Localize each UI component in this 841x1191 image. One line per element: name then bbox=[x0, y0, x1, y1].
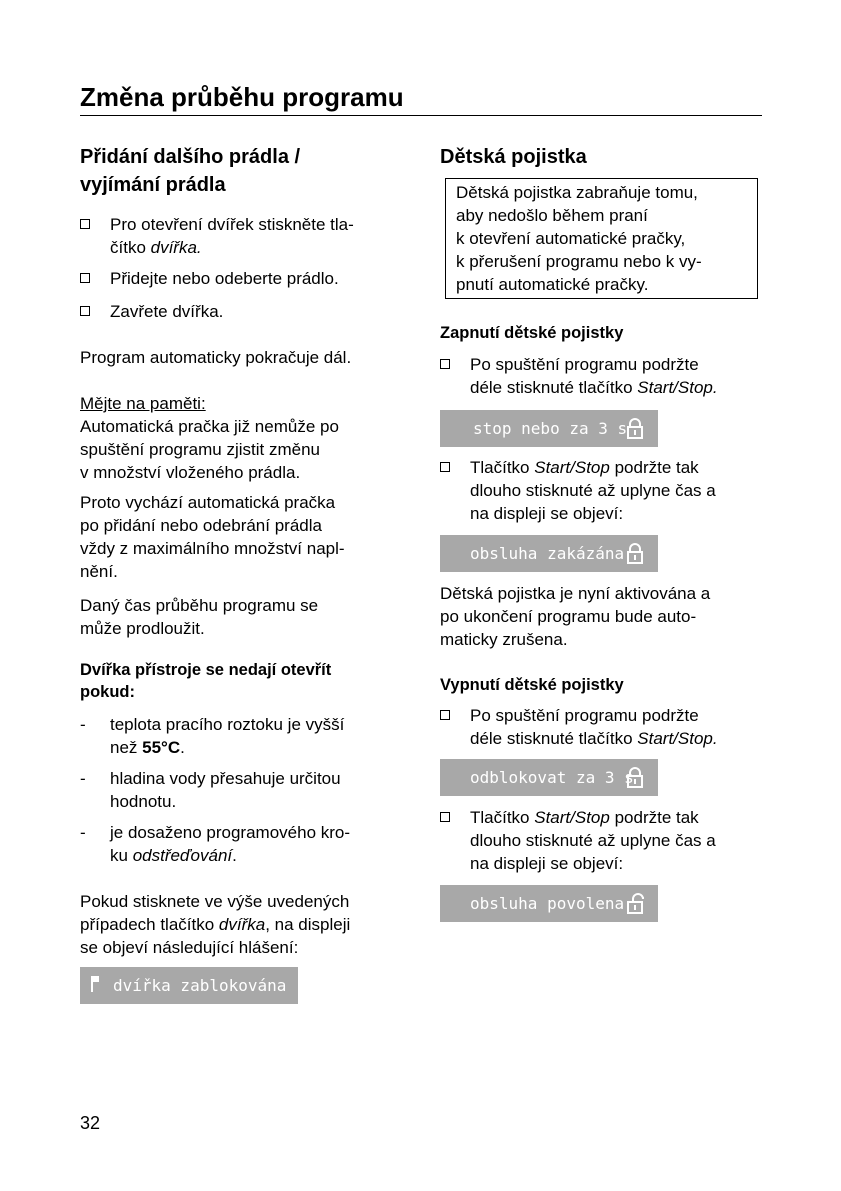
list-item bbox=[80, 300, 398, 323]
display-text: odblokovat za 3 s bbox=[470, 768, 634, 787]
remember-note bbox=[80, 392, 398, 484]
condition-text-part: než bbox=[110, 738, 143, 757]
step-text-part: podržte tak bbox=[609, 458, 699, 477]
checkbox-bullet-icon bbox=[80, 219, 90, 229]
step-text bbox=[470, 727, 762, 750]
paragraph-line: po ukončení programu bude auto- bbox=[440, 607, 697, 626]
door-heading bbox=[80, 659, 398, 703]
page-title: Změna průběhu programu bbox=[80, 82, 404, 112]
list-item bbox=[440, 456, 762, 525]
lock-closed-icon bbox=[626, 767, 644, 788]
step-text: Přidejte nebo odeberte prádlo. bbox=[110, 269, 339, 288]
display-operation-enabled bbox=[440, 885, 658, 922]
condition-item bbox=[80, 767, 398, 813]
child-lock-off-heading: Vypnutí dětské pojistky bbox=[440, 676, 624, 694]
lock-closed-icon bbox=[626, 543, 644, 564]
paragraph-text-emphasis: dvířka bbox=[218, 915, 266, 934]
step-text-part: čítko bbox=[110, 238, 151, 257]
step-text: na displeji se objeví: bbox=[470, 854, 624, 873]
checkbox-bullet-icon bbox=[440, 710, 450, 720]
heading-line: pokud: bbox=[80, 683, 135, 701]
step-text-emphasis: Start/Stop. bbox=[637, 378, 718, 397]
step-text-emphasis: Start/Stop bbox=[534, 808, 610, 827]
checkbox-bullet-icon bbox=[440, 462, 450, 472]
list-item bbox=[80, 267, 398, 290]
step-text-emphasis: Start/Stop bbox=[534, 458, 610, 477]
step-text-part: Tlačítko bbox=[470, 808, 535, 827]
steps-list bbox=[80, 213, 398, 259]
dash-bullet: - bbox=[80, 769, 86, 788]
condition-text-emphasis: odstřeďování bbox=[132, 846, 233, 865]
condition-text bbox=[110, 736, 398, 759]
step-text: Po spuštění programu podržte bbox=[470, 706, 699, 725]
checkbox-bullet-icon bbox=[80, 273, 90, 283]
list-item bbox=[440, 704, 762, 750]
list-item bbox=[80, 213, 398, 259]
page-number: 32 bbox=[80, 1113, 101, 1133]
info-line: pnutí automatické pračky. bbox=[456, 275, 649, 294]
paragraph-line: Proto vychází automatická pračka bbox=[80, 493, 336, 512]
paragraph-line: maticky zrušena. bbox=[440, 630, 568, 649]
display-stop-or-3s bbox=[440, 410, 658, 447]
paragraph-line: se objeví následující hlášení: bbox=[80, 938, 299, 957]
paragraph-text-part: , na displeji bbox=[265, 915, 351, 934]
step-text bbox=[470, 806, 762, 829]
section-heading-add-laundry bbox=[80, 143, 398, 199]
checkbox-bullet-icon bbox=[440, 812, 450, 822]
info-line: aby nedošlo během praní bbox=[456, 206, 648, 225]
paragraph-line: vždy z maximálního množství napl- bbox=[80, 539, 345, 558]
condition-item bbox=[80, 713, 398, 759]
step-text: na displeji se objeví: bbox=[470, 504, 624, 523]
paragraph-text-part: případech tlačítko bbox=[80, 915, 219, 934]
step-text-emphasis: Start/Stop. bbox=[637, 729, 718, 748]
info-line: k otevření automatické pračky, bbox=[456, 229, 686, 248]
paragraph-line: Daný čas průběhu programu se bbox=[80, 596, 319, 615]
press-paragraph bbox=[80, 890, 400, 959]
checkbox-bullet-icon bbox=[80, 306, 90, 316]
paragraph-line: nění. bbox=[80, 562, 118, 581]
paragraph-line: může prodloužit. bbox=[80, 619, 205, 638]
step-text: Zavřete dvířka. bbox=[110, 302, 224, 321]
condition-text: je dosaženo programového kro- bbox=[110, 823, 351, 842]
condition-text: hladina vody přesahuje určitou bbox=[110, 769, 341, 788]
auto-continue-text: Program automaticky pokračuje dál. bbox=[80, 348, 352, 367]
display-door-locked bbox=[80, 967, 298, 1004]
heading-line: vyjímání prádla bbox=[80, 174, 226, 196]
info-line: Dětská pojistka zabraňuje tomu, bbox=[456, 183, 698, 202]
flag-icon bbox=[90, 975, 102, 993]
step-text-part: déle stisknuté tlačítko bbox=[470, 378, 638, 397]
step-text-part: Tlačítko bbox=[470, 458, 535, 477]
proto-paragraph bbox=[80, 491, 398, 583]
condition-text-part: ku bbox=[110, 846, 133, 865]
info-line: k přerušení programu nebo k vy- bbox=[456, 252, 702, 271]
paragraph-line: Dětská pojistka je nyní aktivována a bbox=[440, 584, 711, 603]
paragraph-line bbox=[80, 913, 400, 936]
display-text: obsluha zakázána bbox=[470, 544, 625, 563]
child-lock-active-paragraph bbox=[440, 582, 765, 651]
step-text: Po spuštění programu podržte bbox=[470, 355, 699, 374]
section-heading-child-lock: Dětská pojistka bbox=[440, 146, 587, 168]
condition-text-part: . bbox=[232, 846, 237, 865]
lock-closed-icon bbox=[626, 418, 644, 439]
list-item bbox=[440, 806, 762, 875]
dash-bullet: - bbox=[80, 715, 86, 734]
remember-label: Mějte na paměti: bbox=[80, 394, 206, 413]
display-text: dvířka zablokována bbox=[113, 976, 287, 995]
condition-text: teplota pracího roztoku je vyšší bbox=[110, 715, 345, 734]
display-unlock-3s bbox=[440, 759, 658, 796]
condition-item bbox=[80, 821, 398, 867]
display-text: stop nebo za 3 s bbox=[473, 419, 628, 438]
step-text bbox=[470, 456, 762, 479]
step-text-emphasis: dvířka. bbox=[150, 238, 202, 257]
paragraph-line: Pokud stisknete ve výše uvedených bbox=[80, 892, 350, 911]
step-text-part: podržte tak bbox=[609, 808, 699, 827]
note-line: v množství vloženého prádla. bbox=[80, 463, 301, 482]
step-text bbox=[110, 236, 398, 259]
temperature-value: 55°C bbox=[142, 738, 181, 757]
step-text: Pro otevření dvířek stiskněte tla- bbox=[110, 215, 354, 234]
note-line: Automatická pračka již nemůže po bbox=[80, 417, 339, 436]
condition-text: hodnotu. bbox=[110, 792, 177, 811]
condition-text-part: . bbox=[180, 738, 185, 757]
list-item bbox=[440, 353, 762, 399]
child-lock-info-box bbox=[445, 178, 758, 299]
heading-line: Přidání dalšího prádla / bbox=[80, 146, 301, 168]
note-line: spuštění programu zjistit změnu bbox=[80, 440, 320, 459]
lock-open-icon bbox=[626, 893, 644, 914]
title-divider bbox=[80, 115, 762, 116]
checkbox-bullet-icon bbox=[440, 359, 450, 369]
step-text bbox=[470, 376, 762, 399]
paragraph-line: po přidání nebo odebrání prádla bbox=[80, 516, 322, 535]
display-operation-disabled bbox=[440, 535, 658, 572]
step-text-part: déle stisknuté tlačítko bbox=[470, 729, 638, 748]
step-text: dlouho stisknuté až uplyne čas a bbox=[470, 481, 716, 500]
dash-bullet: - bbox=[80, 823, 86, 842]
child-lock-on-heading: Zapnutí dětské pojistky bbox=[440, 324, 624, 342]
duration-paragraph bbox=[80, 594, 398, 640]
heading-line: Dvířka přístroje se nedají otevřít bbox=[80, 661, 332, 679]
condition-text bbox=[110, 844, 398, 867]
display-text: obsluha povolena bbox=[470, 894, 625, 913]
step-text: dlouho stisknuté až uplyne čas a bbox=[470, 831, 716, 850]
